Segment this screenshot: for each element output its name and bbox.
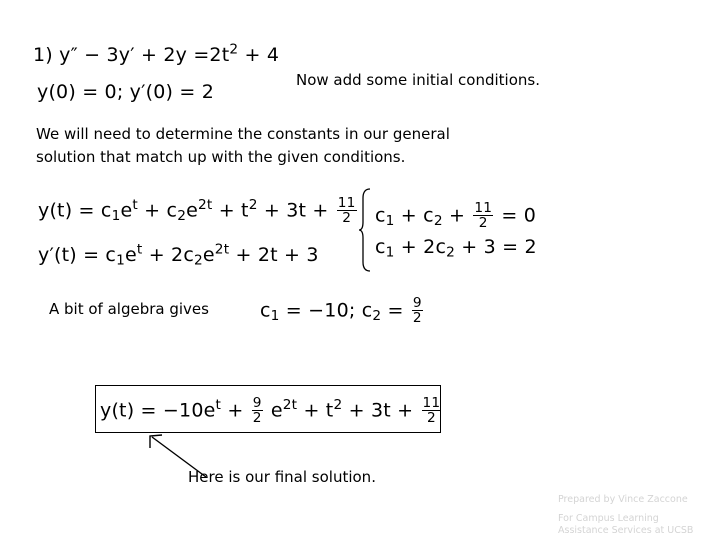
gs-yp-sub: 2 — [194, 252, 203, 269]
sys-part: c — [375, 236, 386, 258]
fraction-numerator: 11 — [337, 195, 356, 211]
final-part: + t — [297, 399, 334, 422]
const-part: = −10; c — [279, 299, 373, 322]
sys-part: + 2c — [394, 236, 447, 258]
equation-lhs: y″ − 3y′ + 2y =2t — [59, 44, 230, 66]
final-part: y(t) = −10e — [100, 399, 216, 422]
constants-result — [260, 296, 425, 326]
fraction-denominator: 2 — [478, 215, 488, 232]
gs-yp-sub: 1 — [116, 252, 125, 269]
fraction-denominator: 2 — [412, 310, 422, 327]
final-fraction — [422, 396, 442, 426]
system-equation-2 — [375, 236, 537, 261]
sys-part: + — [442, 204, 472, 227]
determine-note-line2: solution that match up with the given conditions. — [36, 148, 406, 166]
fraction-numerator: 11 — [474, 200, 493, 216]
const-sub: 1 — [270, 307, 280, 324]
gs-y-sub: 1 — [111, 207, 121, 224]
gs-yp-part: e — [125, 244, 137, 266]
gs-y-part: e — [120, 199, 133, 222]
gs-y-exp: 2 — [248, 196, 258, 213]
gs-y-part: e — [186, 199, 198, 222]
final-note: Here is our final solution. — [188, 468, 376, 486]
determine-note-line1: We will need to determine the constants in our general — [36, 125, 450, 143]
gs-y-part: + 3t + — [257, 199, 335, 222]
algebra-note: A bit of algebra gives — [49, 300, 209, 318]
equation-exponent: 2 — [229, 41, 239, 58]
initial-conditions-note: Now add some initial conditions. — [296, 71, 540, 89]
const-part: = — [381, 299, 410, 322]
final-exp: 2 — [333, 396, 343, 413]
gs-y-part: y(t) = c — [38, 199, 112, 222]
gs-y-exp: 2t — [197, 196, 213, 213]
gs-yp-part: y′(t) = c — [38, 244, 117, 266]
gs-y-part: + t — [212, 199, 249, 222]
fraction-numerator: 9 — [252, 395, 262, 411]
credit-line-1: Prepared by Vince Zaccone — [558, 494, 688, 505]
final-part: + — [221, 399, 250, 422]
sys-fraction — [473, 201, 493, 231]
system-equation-1 — [375, 201, 536, 231]
const-sub: 2 — [372, 307, 382, 324]
gs-y-sub: 2 — [177, 207, 187, 224]
fraction-numerator: 9 — [412, 295, 422, 311]
final-part: e — [264, 399, 283, 422]
sys-sub: 2 — [433, 212, 443, 229]
final-exp: 2t — [282, 396, 298, 413]
sys-part: + 3 = 2 — [455, 236, 537, 258]
problem-equation — [33, 41, 280, 66]
const-part: c — [260, 299, 271, 322]
fraction-denominator: 2 — [342, 210, 352, 227]
gs-yp-part: e — [202, 244, 215, 266]
sys-part: + c — [394, 204, 434, 227]
sys-part: c — [375, 204, 386, 227]
gs-y-part: + c — [137, 199, 178, 222]
general-solution-y — [38, 196, 359, 226]
sys-sub: 1 — [385, 244, 395, 261]
final-fraction — [252, 396, 263, 426]
final-solution — [100, 396, 443, 426]
problem-number: 1) — [33, 44, 53, 66]
gs-y-exp: t — [132, 196, 138, 213]
gs-yp-exp: t — [136, 241, 143, 258]
gs-yp-part: + 2c — [142, 244, 194, 266]
system-brace — [358, 188, 372, 272]
final-part: + 3t + — [342, 399, 420, 422]
sys-sub: 1 — [385, 212, 395, 229]
const-fraction — [412, 296, 423, 326]
gs-yp-exp: 2t — [214, 241, 230, 258]
final-exp: t — [215, 396, 222, 413]
equation-rhs: + 4 — [238, 44, 280, 66]
gs-yp-part: + 2t + 3 — [229, 244, 319, 266]
fraction-denominator: 2 — [426, 410, 436, 427]
credit-line-2: For Campus Learning — [558, 513, 659, 524]
sys-sub: 2 — [446, 244, 456, 261]
general-solution-yprime — [38, 241, 319, 269]
fraction-denominator: 2 — [252, 410, 262, 427]
sys-part: = 0 — [495, 204, 537, 227]
gs-y-fraction — [337, 196, 357, 226]
initial-conditions: y(0) = 0; y′(0) = 2 — [37, 81, 215, 103]
fraction-numerator: 11 — [422, 395, 441, 411]
credit-line-3: Assistance Services at UCSB — [558, 525, 694, 536]
